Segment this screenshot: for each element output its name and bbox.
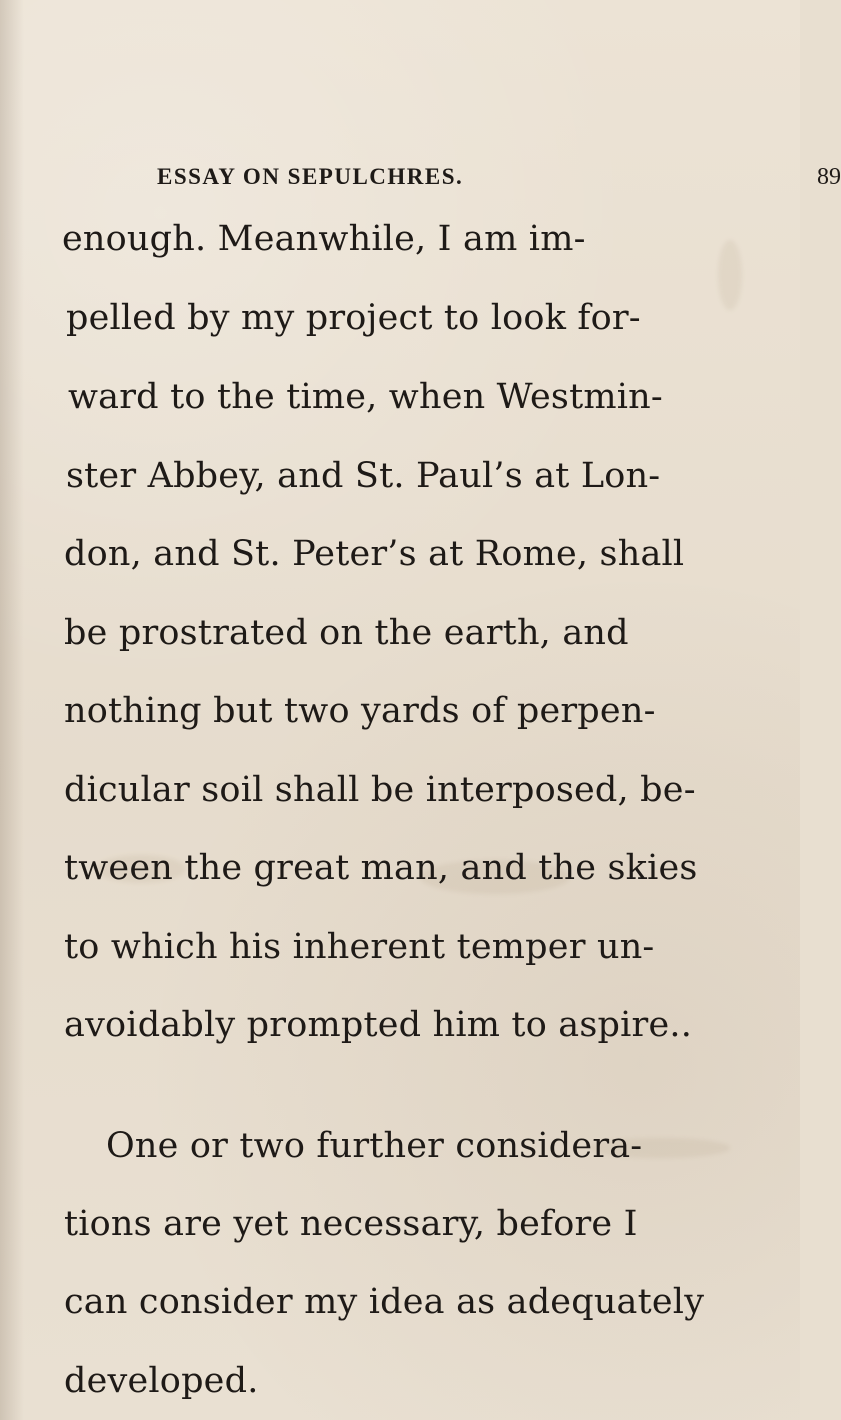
text-line: to which his inherent temper un-	[64, 927, 655, 967]
running-head	[157, 164, 841, 204]
text-line: dicular soil shall be interposed, be-	[64, 770, 696, 810]
text-line: don, and St. Peter’s at Rome, shall	[64, 534, 685, 574]
text-line: can consider my idea as adequately	[64, 1282, 705, 1322]
running-title: ESSAY ON SEPULCHRES.	[157, 164, 464, 189]
text-line: developed.	[64, 1361, 259, 1401]
text-line: be prostrated on the earth, and	[64, 613, 629, 653]
text-line: ster Abbey, and St. Paul’s at Lon-	[66, 456, 661, 496]
paper-smudge	[718, 240, 742, 310]
text-line: pelled by my project to look for-	[66, 298, 641, 338]
text-line: avoidably prompted him to aspire..	[64, 1005, 693, 1045]
page-edge-shadow	[0, 0, 24, 1420]
text-line: tween the great man, and the skies	[64, 848, 698, 888]
text-line: tions are yet necessary, before I	[64, 1204, 638, 1244]
page-number: 89	[817, 164, 841, 190]
text-line: ward to the time, when Westmin-	[68, 377, 663, 417]
text-line: nothing but two yards of perpen-	[64, 691, 656, 731]
text-line: enough. Meanwhile, I am im-	[62, 219, 586, 259]
text-line: One or two further considera-	[106, 1126, 643, 1166]
